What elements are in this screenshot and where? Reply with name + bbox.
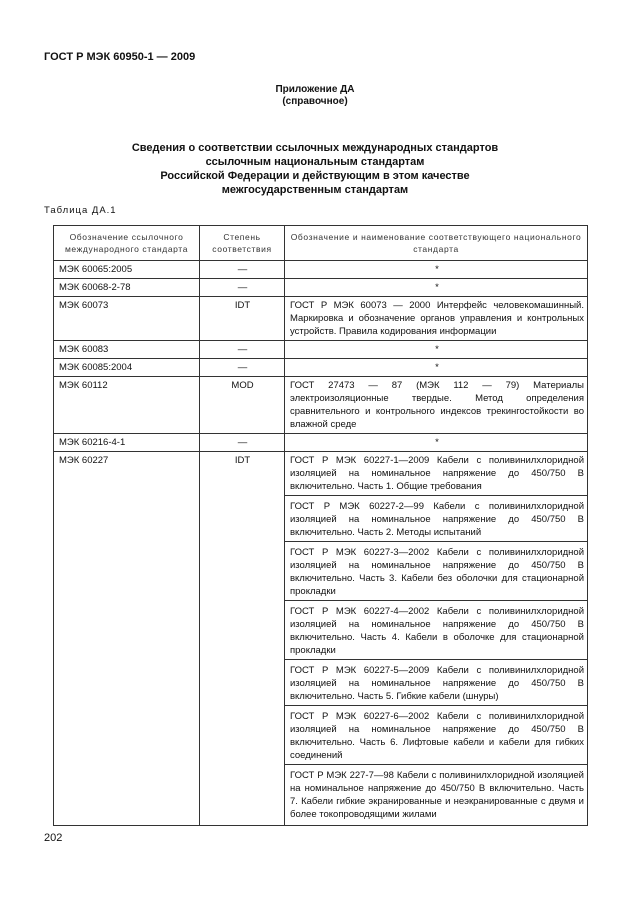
header-international-standard: Обозначение ссылочного международного стандарта bbox=[54, 226, 200, 261]
table-row bbox=[54, 434, 588, 452]
no-equivalent-mark: * bbox=[435, 437, 439, 448]
degree-cell: — bbox=[200, 434, 285, 452]
no-equivalent-mark: * bbox=[435, 362, 439, 373]
title-line: межгосударственным стандартам bbox=[221, 184, 409, 196]
national-standard-entry: ГОСТ Р МЭК 60227-3—2002 Кабели с поливинилхлоридной изоляцией на номинальное напряжение до 450/750 В включительно. Часть 3. Кабели без оболочки для стационарной прокладки bbox=[285, 541, 587, 600]
international-standard-cell: МЭК 60065:2005 bbox=[54, 261, 200, 279]
national-standard-entry: ГОСТ Р МЭК 60227-4—2002 Кабели с поливинилхлоридной изоляцией на номинальное напряжение до 450/750 В включительно. Часть 4. Кабели в оболочке для стационарной прокладки bbox=[285, 600, 587, 659]
national-standard-entry: ГОСТ Р МЭК 60227-2—99 Кабели с поливинилхлоридной изоляцией на номинальное напряжение до 450/750 В включительно. Часть 2. Методы испытаний bbox=[285, 495, 587, 541]
header-degree: Степень соответствия bbox=[200, 226, 285, 261]
national-standard-entry: ГОСТ Р МЭК 60073 — 2000 Интерфейс человекомашинный. Маркировка и обозначение органов управления и контрольных устройств. Правила кодирования информации bbox=[290, 300, 584, 337]
national-standard-entry: ГОСТ Р МЭК 60227-6—2002 Кабели с поливинилхлоридной изоляцией на номинальное напряжение до 450/750 В включительно. Часть 6. Лифтовые кабели и кабели для гибких соединений bbox=[285, 705, 587, 764]
national-standard-cell bbox=[285, 359, 588, 377]
table-row bbox=[54, 377, 588, 434]
document-header: ГОСТ Р МЭК 60950-1 — 2009 bbox=[44, 51, 196, 63]
international-standard-cell: МЭК 60085:2004 bbox=[54, 359, 200, 377]
appendix-title: Приложение ДА bbox=[275, 84, 355, 95]
no-equivalent-mark: * bbox=[435, 282, 439, 293]
national-standard-entry: ГОСТ Р МЭК 60227-5—2009 Кабели с поливинилхлоридной изоляцией на номинальное напряжение до 450/750 В включительно. Часть 5. Гибкие кабели (шнуры) bbox=[285, 659, 587, 705]
national-standard-cell bbox=[285, 434, 588, 452]
header-national-standard: Обозначение и наименование соответствующего национального стандарта bbox=[285, 226, 588, 261]
title-line: Российской Федерации и действующим в этом качестве bbox=[160, 170, 470, 182]
page-number: 202 bbox=[44, 832, 63, 844]
table-row bbox=[54, 452, 588, 826]
international-standard-cell: МЭК 60216-4-1 bbox=[54, 434, 200, 452]
table-header-row bbox=[54, 226, 588, 261]
table-row bbox=[54, 341, 588, 359]
degree-cell: IDT bbox=[200, 297, 285, 341]
international-standard-cell: МЭК 60068-2-78 bbox=[54, 279, 200, 297]
national-standard-cell bbox=[285, 261, 588, 279]
international-standard-cell: МЭК 60083 bbox=[54, 341, 200, 359]
national-standard-cell bbox=[285, 297, 588, 341]
no-equivalent-mark: * bbox=[435, 344, 439, 355]
title-line: Сведения о соответствии ссылочных международных стандартов bbox=[131, 142, 499, 154]
national-standard-cell bbox=[285, 377, 588, 434]
national-standard-cell bbox=[285, 452, 588, 826]
national-standard-entry: ГОСТ Р МЭК 60227-1—2009 Кабели с поливинилхлоридной изоляцией на номинальное напряжение до 450/750 В включительно. Часть 1. Общие требования bbox=[290, 455, 584, 492]
national-standard-cell bbox=[285, 341, 588, 359]
degree-cell: MOD bbox=[200, 377, 285, 434]
degree-cell: — bbox=[200, 341, 285, 359]
international-standard-cell: МЭК 60073 bbox=[54, 297, 200, 341]
title-line: ссылочным национальным стандартам bbox=[205, 156, 425, 168]
table-row bbox=[54, 279, 588, 297]
table-caption: Таблица ДА.1 bbox=[44, 205, 117, 216]
no-equivalent-mark: * bbox=[435, 264, 439, 275]
table-row bbox=[54, 297, 588, 341]
degree-cell: IDT bbox=[200, 452, 285, 826]
section-title bbox=[0, 141, 630, 197]
table-row bbox=[54, 261, 588, 279]
degree-cell: — bbox=[200, 279, 285, 297]
degree-cell: — bbox=[200, 261, 285, 279]
degree-cell: — bbox=[200, 359, 285, 377]
correspondence-table bbox=[53, 225, 588, 826]
international-standard-cell: МЭК 60227 bbox=[54, 452, 200, 826]
appendix-subtitle: (справочное) bbox=[282, 96, 348, 107]
national-standard-cell bbox=[285, 279, 588, 297]
table-row bbox=[54, 359, 588, 377]
national-standard-entry: ГОСТ Р МЭК 227-7—98 Кабели с поливинилхлоридной изоляцией на номинальное напряжение до 450/750 В включительно. Часть 7. Кабели гибкие экранированные и неэкранированные с двумя и более токопроводящими жилами bbox=[285, 764, 587, 823]
international-standard-cell: МЭК 60112 bbox=[54, 377, 200, 434]
national-standard-entry: ГОСТ 27473 — 87 (МЭК 112 — 79) Материалы электроизоляционные твердые. Метод определения сравнительного и контрольного индексов трекингостойкости во влажной среде bbox=[290, 380, 584, 430]
